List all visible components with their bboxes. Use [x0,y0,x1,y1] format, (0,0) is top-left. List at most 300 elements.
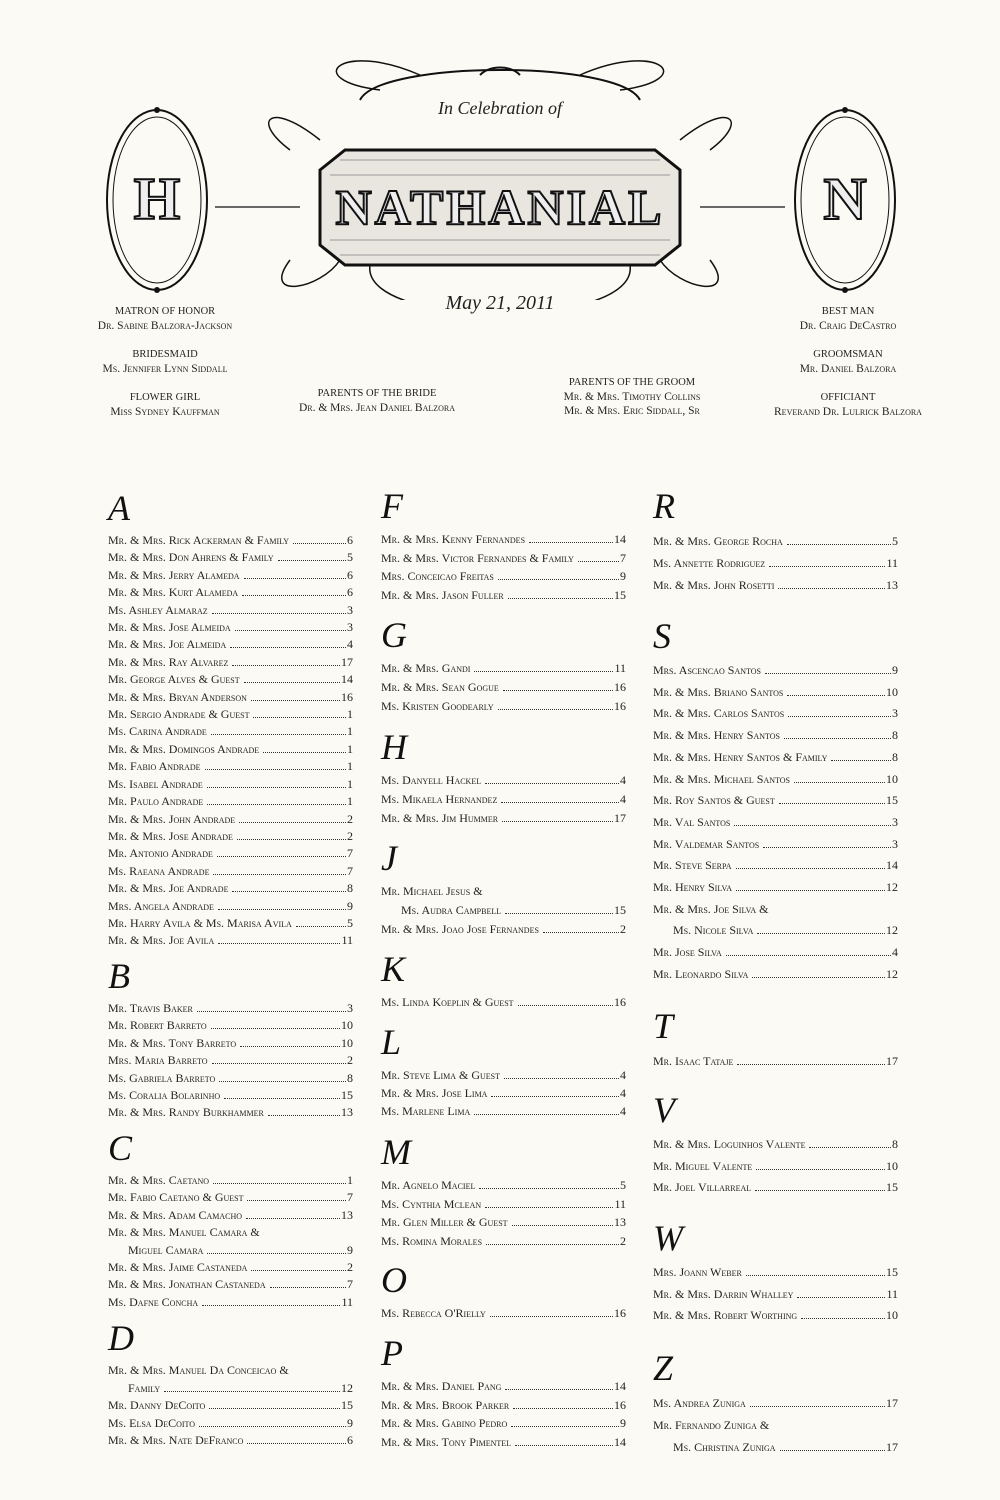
table-number: 3 [892,814,898,829]
guest-name: Mr. & Mrs. Carlos Santos [653,706,785,721]
guest-entry [381,1377,626,1396]
guest-name: Mr. & Mrs. Jaime Castaneda [108,1260,248,1275]
dot-leader [235,630,346,631]
guest-entry [108,898,353,915]
dot-leader [529,542,613,543]
table-number: 4 [892,945,898,960]
dot-leader [209,1408,340,1409]
dot-leader [263,752,346,753]
guest-entry [653,660,898,682]
guest-entry [108,758,353,775]
guest-name: Mr. Robert Barreto [108,1018,207,1033]
role-title: FLOWER GIRL [129,392,201,403]
guest-name: Mr. & Mrs. Sean Gogue [381,680,499,694]
dot-leader [479,1188,619,1189]
guest-name: Mr. & Mrs. Joe Avila [108,933,215,948]
guest-name: Mr. Fabio Andrade [108,759,201,774]
dot-leader [240,1046,340,1047]
dot-leader [217,856,346,857]
section-l [381,1024,626,1121]
table-number: 9 [620,569,626,584]
table-number: 6 [347,533,353,547]
table-number: 11 [614,661,626,675]
section-letter: M [381,1132,411,1172]
table-number: 9 [620,1416,626,1431]
guest-entry [653,747,898,769]
dot-leader [779,803,885,804]
guest-name: Mr. Steve Lima & Guest [381,1068,501,1082]
table-number: 4 [347,637,353,652]
table-number: 11 [341,1294,353,1309]
guest-name: Mr. Val Santos [653,814,731,829]
party-parents-groom [512,376,752,418]
table-number: 5 [620,1178,626,1192]
dot-leader [232,665,340,666]
dot-leader [207,1253,346,1254]
guest-name: Mr. & Mrs. Kenny Fernandes [381,532,526,546]
dot-leader [213,874,346,875]
table-number: 5 [347,915,353,930]
dot-leader [197,1011,346,1012]
guest-name: Ms. Audra Campbell [401,903,502,917]
guest-name: Mr. & Mrs. Jose Almeida [108,620,231,635]
role-name: Reverand Dr. Lulrick Balzora [774,406,922,418]
guest-entry [653,942,898,964]
guest-entry [381,659,626,678]
guest-name: Mr. & Mrs. Loguinhos Valente [653,1137,806,1151]
guest-name: Ms. Gabriela Barreto [108,1070,216,1085]
guest-name: Ms. Kristen Goodearly [381,699,494,713]
guest-name: Mrs. Ascencao Santos [653,663,761,677]
guest-entry [381,678,626,697]
table-number: 8 [347,1070,353,1085]
guest-entry [108,532,353,549]
guest-name: Mr. & Mrs. Adam Camacho [108,1207,243,1222]
guest-entry [653,552,898,574]
dot-leader [763,847,891,848]
dot-leader [270,1287,346,1288]
guest-entry [108,1017,353,1034]
guest-entry [108,1189,353,1206]
dot-leader [490,1316,613,1317]
section-h [381,729,626,828]
guest-entry [653,1262,898,1284]
guest-name: Mr. Jose Silva [653,945,722,960]
party-best-man [728,305,968,333]
table-number: 4 [620,1068,626,1082]
dot-leader [757,933,885,934]
dot-leader [504,1078,619,1079]
table-number: 6 [347,1433,353,1448]
guest-entry [108,793,353,810]
section-s [653,618,898,986]
dot-leader [212,1063,346,1064]
guest-entry [653,703,898,725]
table-number: 2 [347,1260,353,1275]
dot-leader [211,734,346,735]
honoree-name: NATHANIAL [335,179,665,235]
section-g [381,617,626,716]
dot-leader [244,578,346,579]
role-title: GROOMSMAN [813,349,883,360]
guest-name: Mr. Steve Serpa [653,858,732,873]
table-number: 10 [341,1035,353,1050]
section-letter: D [108,1318,134,1358]
guest-entry [108,602,353,619]
table-number: 11 [886,556,898,570]
dot-leader [831,760,891,761]
guest-name: Ms. Coralia Bolarinho [108,1088,221,1103]
table-number: 3 [892,836,898,851]
table-number: 1 [347,707,353,722]
dot-leader [769,566,885,567]
monogram-right: N [823,166,867,232]
guest-entry [381,901,626,920]
table-number: 13 [341,1105,353,1120]
section-a [108,490,353,950]
guest-name: Mr. Joel Villarreal [653,1180,752,1195]
dot-leader [508,598,613,599]
guest-entry [381,1066,626,1084]
party-officiant [728,391,968,419]
guest-name: Mr. & Mrs. Jonathan Castaneda [108,1277,266,1292]
guest-entry [108,1397,353,1415]
table-number: 1 [347,741,353,756]
guest-entry [108,1242,353,1259]
section-letter: S [653,616,671,656]
table-number: 13 [886,578,898,592]
guest-name-line: Mr. Fernando Zuniga & [653,1418,770,1432]
dot-leader [251,700,340,701]
section-m [381,1134,626,1250]
guest-entry [381,993,626,1012]
table-number: 16 [614,1306,626,1320]
guest-entry [381,1084,626,1102]
guest-entry [381,1433,626,1452]
guest-name: Ms. Andrea Zuniga [653,1396,746,1410]
role-name: Mr. & Mrs. Eric Siddall, Sr [564,405,700,417]
dot-leader [513,1408,613,1409]
table-number: 8 [892,1137,898,1151]
section-letter: A [108,488,130,528]
guest-entry [381,920,626,939]
guest-name: Mr. & Mrs. Joe Almeida [108,637,227,652]
section-letter: B [108,956,130,996]
guest-name: Mr. & Mrs. Nate DeFranco [108,1433,244,1448]
table-number: 7 [347,863,353,878]
guest-name: Mr. Travis Baker [108,1001,193,1015]
table-number: 15 [341,1088,353,1103]
dot-leader [244,682,340,683]
guest-name: Ms. Linda Koeplin & Guest [381,995,514,1009]
dot-leader [491,1096,619,1097]
guest-name: Mr. Isaac Tataje [653,1054,734,1068]
guest-entry [108,863,353,880]
table-number: 15 [886,1180,898,1195]
table-number: 9 [892,663,898,677]
table-number: 3 [892,706,898,721]
dot-leader [239,822,346,823]
table-number: 17 [886,1440,898,1454]
dot-leader [505,913,613,914]
guest-entry [381,1102,626,1120]
table-number: 9 [347,1415,353,1430]
guest-name: Mr. & Mrs. Tony Barreto [108,1035,237,1050]
guest-name: Ms. Rebecca O'Rielly [381,1306,486,1320]
table-number: 14 [341,672,353,687]
guest-entry [653,812,898,834]
guest-name: Ms. Danyell Hackel [381,773,482,787]
guest-entry [381,1213,626,1232]
guest-entry [108,1380,353,1398]
guest-entry [653,530,898,552]
role-name: Ms. Jennifer Lynn Siddall [102,363,228,375]
section-p [381,1335,626,1452]
dot-leader [164,1391,340,1392]
guest-name: Mr. & Mrs. Robert Worthing [653,1308,798,1322]
guest-entry [108,654,353,671]
guest-name: Ms. Isabel Andrade [108,776,203,791]
role-name: Dr. Craig DeCastro [799,320,897,332]
guest-entry [653,769,898,791]
table-number: 10 [341,1018,353,1033]
dot-leader [736,890,885,891]
guest-name: Mr. Paulo Andrade [108,794,204,809]
table-number: 3 [347,1001,353,1015]
guest-entry [108,1432,353,1450]
table-number: 16 [614,995,626,1009]
guest-entry [108,1000,353,1017]
dot-leader [726,955,891,956]
table-number: 12 [341,1380,353,1395]
dot-leader [224,1098,340,1099]
guest-name: Mr. Leonardo Silva [653,966,749,981]
guest-entry [108,1035,353,1052]
guest-entry [653,1156,898,1178]
guest-name: Ms. Marlene Lima [381,1104,471,1119]
table-number: 6 [347,585,353,600]
dot-leader [578,561,619,562]
table-number: 17 [886,1396,898,1410]
dot-leader [737,1064,885,1065]
guest-name: Mr. Danny DeCoito [108,1398,206,1413]
table-number: 10 [886,1308,898,1322]
guest-name: Mr. & Mrs. Joe Andrade [108,881,229,896]
guest-entry [108,671,353,688]
section-letter: O [381,1260,407,1300]
table-number: 1 [347,776,353,791]
role-name: Dr. & Mrs. Jean Daniel Balzora [298,402,456,414]
guest-entry [108,1104,353,1121]
table-number: 5 [892,534,898,548]
guest-entry [108,706,353,723]
guest-entry [108,689,353,706]
guest-name-line: Mr. & Mrs. Manuel Da Conceicao & [108,1363,289,1377]
dot-leader [788,716,891,717]
dot-leader [797,1297,885,1298]
table-number: 11 [886,1286,898,1301]
table-number: 2 [347,1053,353,1068]
table-number: 14 [614,532,626,546]
dot-leader [246,1218,340,1219]
table-number: 7 [620,550,626,565]
guest-entry [653,964,898,986]
table-number: 8 [892,728,898,743]
table-number: 1 [347,794,353,809]
guest-name: Mr. Glen Miller & Guest [381,1215,508,1229]
table-number: 2 [620,922,626,936]
dot-leader [801,1318,885,1319]
guest-name-line: Mr. Michael Jesus & [381,884,483,898]
section-letter: Z [653,1348,674,1388]
guest-name: Mr. & Mrs. Darrin Whalley [653,1286,794,1301]
table-number: 17 [341,654,353,669]
table-number: 1 [347,759,353,774]
event-date: May 21, 2011 [445,292,555,314]
guest-entry [381,790,626,809]
dot-leader [502,821,613,822]
guest-name: Mr. & Mrs. Joao Jose Fernandes [381,922,539,936]
guest-entry [381,567,626,586]
guest-name: Mr. & Mrs. Henry Santos & Family [653,749,828,764]
guest-name: Ms. Annette Rodriguez [653,556,766,570]
party-flower-girl [45,391,285,419]
dot-leader [505,1389,613,1390]
guest-name: Mr. Henry Silva [653,880,733,895]
dot-leader [474,671,613,672]
section-letter: R [653,486,675,526]
guest-entry [653,1436,898,1458]
guest-name: Mr. & Mrs. Domingos Andrade [108,741,260,756]
dot-leader [207,787,346,788]
table-number: 15 [614,903,626,917]
section-letter: G [381,615,407,655]
dot-leader [765,673,891,674]
guest-entry [108,1294,353,1311]
guest-entry [108,1259,353,1276]
section-k [381,951,626,1012]
section-letter: K [381,949,406,989]
dot-leader [780,1450,885,1451]
dot-leader [247,1200,346,1201]
dot-leader [515,1445,613,1446]
guest-name: Mr. & Mrs. Gandi [381,661,471,675]
role-title: OFFICIANT [820,392,876,403]
guest-name: Mr. Fabio Caetano & Guest [108,1190,244,1205]
guest-name: Mr. & Mrs. Victor Fernandes & Family [381,550,574,565]
table-number: 14 [614,1435,626,1450]
dot-leader [253,717,346,718]
dot-leader [503,690,613,691]
guest-name: Mr. & Mrs. Bryan Anderson [108,689,247,704]
guest-entry [108,1276,353,1293]
guest-entry [108,636,353,653]
dot-leader [232,891,346,892]
guest-name: Mr. George Alves & Guest [108,672,240,687]
guest-name: Ms. Romina Morales [381,1233,483,1248]
guest-entry [653,1392,898,1414]
guest-name: Mr. & Mrs. Briano Santos [653,684,784,699]
section-letter: J [381,838,397,878]
table-number: 10 [886,771,898,786]
guest-name: Mr. & Mrs. Daniel Pang [381,1379,502,1393]
section-r [653,488,898,596]
guest-entry [653,725,898,747]
dot-leader [486,1244,619,1245]
guest-entry [108,567,353,584]
table-number: 5 [347,550,353,565]
guest-name: Ms. Dafne Concha [108,1294,199,1309]
table-number: 17 [886,1054,898,1068]
guest-name: Ms. Raeana Andrade [108,863,210,878]
section-w [653,1220,898,1327]
dot-leader [237,839,346,840]
table-number: 16 [614,1397,626,1412]
table-number: 8 [347,881,353,896]
table-number: 15 [886,793,898,808]
guest-entry [108,584,353,601]
section-d [108,1320,353,1450]
table-number: 15 [886,1265,898,1279]
party-bridesmaid [45,348,285,376]
dot-leader [543,932,619,933]
guest-name: Mr. & Mrs. Jim Hummer [381,811,499,825]
guest-name: Ms. Cynthia Mclean [381,1196,482,1211]
section-j [381,840,626,939]
table-number: 16 [614,680,626,694]
section-c [108,1130,353,1311]
guest-name: Mrs. Maria Barreto [108,1053,208,1068]
guest-name: Mr. & Mrs. Henry Santos [653,728,780,743]
guest-entry [108,1070,353,1087]
dot-leader [218,909,346,910]
dot-leader [784,738,891,739]
dot-leader [498,709,613,710]
guest-entry [108,1172,353,1189]
table-number: 9 [347,1242,353,1257]
guest-name: Mr. & Mrs. Ray Alvarez [108,654,229,669]
role-name: Mr. Daniel Balzora [799,363,897,375]
guest-entry [381,549,626,568]
guest-entry [108,741,353,758]
guest-entry [381,1195,626,1214]
guest-entry [653,1134,898,1156]
table-number: 13 [341,1207,353,1222]
guest-entry [108,880,353,897]
role-name: Mr. & Mrs. Timothy Collins [563,391,701,403]
dot-leader [199,1426,346,1427]
guest-entry [653,682,898,704]
guest-name: Mr. Antonio Andrade [108,846,213,861]
table-number: 14 [886,858,898,873]
guest-entry [108,828,353,845]
guest-name: Ms. Ashley Almaraz [108,602,208,617]
guest-name: Ms. Christina Zuniga [673,1440,776,1454]
dot-leader [736,868,885,869]
table-number: 3 [347,620,353,635]
section-o [381,1262,626,1323]
guest-entry [653,855,898,877]
guest-name: Mrs. Joann Weber [653,1265,742,1279]
dot-leader [498,579,619,580]
guest-name: Mr. & Mrs. Rick Ackerman & Family [108,533,290,547]
table-number: 10 [886,1158,898,1173]
dot-leader [746,1275,885,1276]
celebration-text: In Celebration of [438,98,562,118]
section-v [653,1092,898,1199]
section-letter: H [381,727,407,767]
dot-leader [278,560,346,561]
